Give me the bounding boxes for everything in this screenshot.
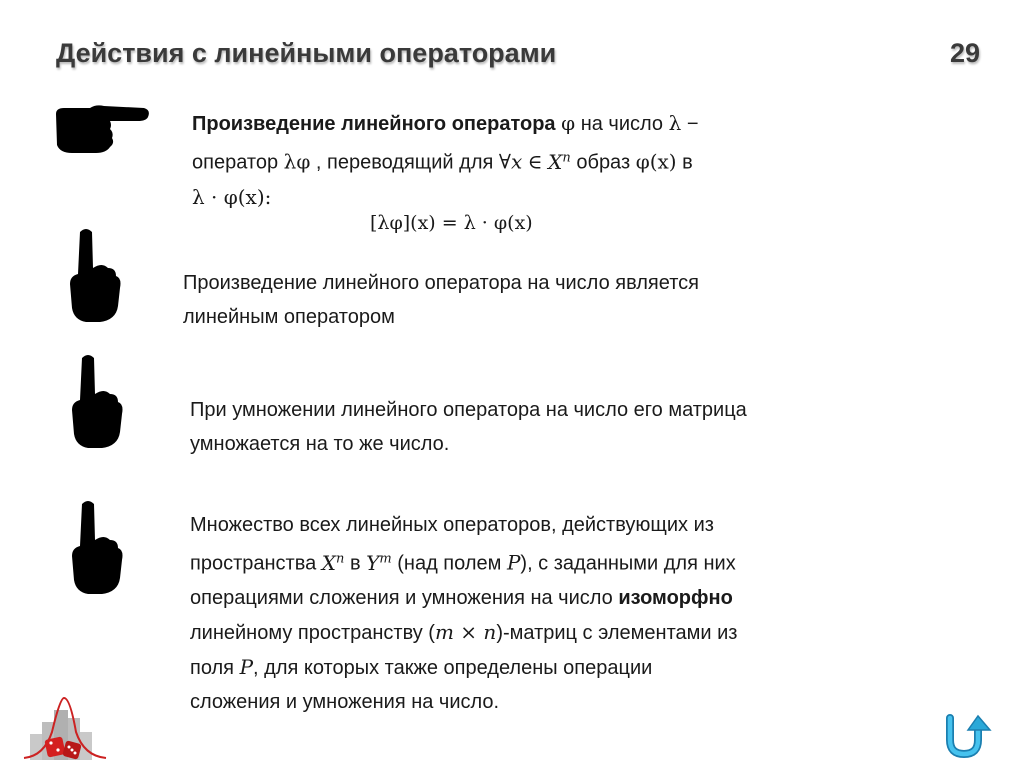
isomorphism-line-3: операциями сложения и умножения на число изоморфно: [190, 586, 733, 609]
isomorphism-line-5: поля P, для которых также определены операции: [190, 654, 653, 679]
space-X: $X^n$: [321, 550, 345, 575]
statement-line: Произведение линейного оператора на число является: [183, 272, 699, 294]
lambda-symbol: λ: [668, 111, 682, 135]
statement-block-2: [190, 393, 910, 461]
normal-distribution-dice-logo: [22, 692, 112, 762]
space-X: $X^n$: [548, 149, 571, 174]
definition-line-2: [192, 141, 892, 180]
element-of-symbol: ∈: [527, 149, 543, 174]
pointing-hand-right-icon: [52, 100, 152, 160]
text-fragment: образ: [576, 151, 631, 174]
statement-block-1: [183, 266, 903, 334]
text-fragment: −: [686, 113, 699, 135]
isomorphism-line-2: пространства $X^n$ в $Y^m$ (над полем P), с заданными для них: [190, 550, 736, 575]
page-title: Действия с линейными операторами: [56, 38, 557, 68]
statement-line: При умножении линейного оператора на число его матрица: [190, 399, 747, 421]
statement-line: линейным оператором: [183, 306, 395, 328]
forall-x: ∀x: [498, 149, 523, 174]
text-fragment: на число: [580, 113, 664, 135]
field-P: P: [239, 654, 254, 679]
isomorphism-line-6: сложения и умножения на число.: [190, 690, 500, 713]
text-fragment: , переводящий для: [315, 151, 494, 174]
statement-line: умножается на то же число.: [190, 433, 450, 455]
pointing-hand-up-icon: [66, 498, 126, 598]
m-times-n: m × n: [434, 619, 497, 644]
isomorphic-emphasis: изоморфно: [618, 586, 733, 609]
space-Y: $Y^m$: [366, 550, 392, 575]
text-fragment: оператор: [192, 151, 279, 174]
isomorphism-line-4: линейному пространству (m × n)-матриц с элементами из: [190, 619, 738, 644]
lambda-phi-symbol: λφ: [283, 149, 311, 174]
text-fragment: в: [682, 151, 693, 174]
definition-lead: Произведение линейного оператора: [192, 113, 556, 135]
page-number: 29: [949, 38, 980, 68]
isomorphism-line-1: Множество всех линейных операторов, действующих из: [190, 514, 714, 536]
pointing-hand-up-icon: [66, 352, 126, 452]
phi-symbol: φ: [561, 111, 576, 135]
definition-block: [192, 106, 892, 215]
return-arrow-icon[interactable]: [942, 712, 998, 760]
lambda-dot-phi: λ · φ(x):: [192, 184, 272, 209]
isomorphism-block: [190, 508, 930, 719]
formula: [λφ](x) = λ · φ(x): [370, 212, 533, 234]
definition-line-1: [192, 106, 892, 141]
definition-line-3: [192, 180, 892, 215]
pointing-hand-up-icon: [64, 226, 124, 326]
phi-of-x: φ(x): [635, 149, 677, 174]
field-P: P: [506, 550, 521, 575]
